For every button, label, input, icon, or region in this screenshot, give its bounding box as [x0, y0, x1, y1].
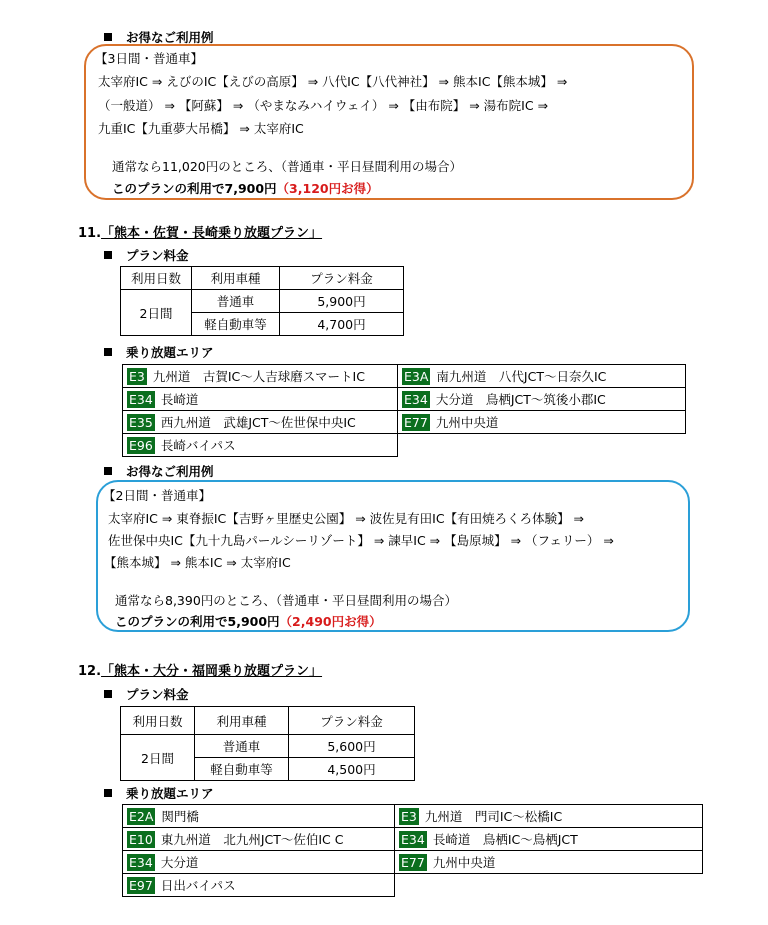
table-row [121, 707, 415, 735]
section11-area-heading: 乗り放題エリア [104, 343, 214, 361]
area-cell [395, 805, 703, 828]
area-name: 大分道 鳥栖JCT～筑後小郡IC [435, 392, 606, 407]
expressway-code-badge: E3 [401, 809, 417, 824]
area-cell [123, 388, 398, 411]
area-cell [395, 828, 703, 851]
table-row [123, 874, 703, 897]
expressway-code-badge: E34 [404, 392, 428, 407]
area-cell [123, 874, 395, 897]
table-row [123, 828, 703, 851]
expressway-code-badge: E34 [129, 855, 153, 870]
table-row [123, 411, 686, 434]
example2-saving: （2,490円お得） [279, 614, 382, 629]
table-cell-price: 4,700円 [280, 313, 404, 336]
expressway-code-badge: E10 [129, 832, 153, 847]
table-cell-vehicle: 軽自動車等 [195, 758, 289, 781]
section12-fee-table [120, 706, 415, 781]
table-cell-vehicle: 普通車 [192, 290, 280, 313]
section12-title [78, 660, 322, 679]
example1-saving: （3,120円お得） [276, 181, 379, 196]
expressway-code-badge: E3 [129, 369, 145, 384]
section12-fee-heading: プラン料金 [104, 685, 189, 703]
section12-area-heading: 乗り放題エリア [104, 784, 214, 802]
expressway-code-badge: E2A [129, 809, 154, 824]
table-cell-vehicle: 軽自動車等 [192, 313, 280, 336]
section12-number: 12. [78, 664, 102, 679]
example1-route-line-1: 太宰府IC ⇒ えびのIC【えびの高原】 ⇒ 八代IC【八代神社】 ⇒ 熊本IC【熊本城】 ⇒ [98, 74, 568, 89]
area-name: 日出バイパス [160, 878, 236, 893]
area-name: 南九州道 八代JCT～日奈久IC [436, 369, 607, 384]
area-name: 大分道 [160, 855, 199, 870]
area-cell [123, 805, 395, 828]
square-bullet-icon [104, 690, 112, 698]
example2-plan-price: このプランの利用で5,900円 [115, 614, 280, 629]
example1-plan-type: 【3日間・普通車】 [95, 51, 203, 66]
example2-route-line-2: 佐世保中央IC【九十九島パールシーリゾート】 ⇒ 諫早IC ⇒ 【島原城】 ⇒ （フェリー） ⇒ [108, 533, 614, 548]
table-header-days: 利用日数 [121, 707, 195, 735]
expressway-code-badge: E35 [129, 415, 153, 430]
area-name: 長崎バイパス [160, 438, 236, 453]
area-name: 関門橋 [161, 809, 199, 824]
area-name: 東九州道 北九州JCT～佐伯IC C [160, 832, 344, 847]
table-cell-days: 2日間 [121, 735, 195, 781]
section11-fee-table [120, 266, 404, 336]
section11-title [78, 222, 322, 241]
expressway-code-badge: E3A [404, 369, 429, 384]
square-bullet-icon [104, 467, 112, 475]
area-cell [123, 851, 395, 874]
section12-title-text: 「熊本・大分・福岡乗り放題プラン」 [101, 664, 323, 679]
example2-route-line-3: 【熊本城】 ⇒ 熊本IC ⇒ 太宰府IC [104, 555, 291, 570]
table-header-price: プラン料金 [280, 267, 404, 290]
area-cell [123, 365, 398, 388]
area-cell [123, 434, 398, 457]
table-row [121, 735, 415, 758]
area-cell [398, 365, 686, 388]
area-cell-empty [398, 434, 686, 457]
area-name: 九州中央道 [432, 855, 496, 870]
example1-route-line-3: 九重IC【九重夢大吊橋】 ⇒ 太宰府IC [98, 121, 304, 136]
area-cell [398, 411, 686, 434]
table-header-vehicle: 利用車種 [192, 267, 280, 290]
example1-normal-price: 通常なら11,020円のところ、（普通車・平日昼間利用の場合） [112, 159, 462, 174]
square-bullet-icon [104, 789, 112, 797]
example1-plan-price-line [112, 179, 379, 197]
expressway-code-badge: E77 [404, 415, 428, 430]
area-name: 西九州道 武雄JCT～佐世保中央IC [160, 415, 356, 430]
example2-plan-price-line [115, 612, 382, 630]
expressway-code-badge: E77 [401, 855, 425, 870]
square-bullet-icon [104, 251, 112, 259]
area-name: 九州中央道 [435, 415, 499, 430]
section11-title-text: 「熊本・佐賀・長崎乗り放題プラン」 [101, 226, 323, 241]
table-row [123, 434, 686, 457]
expressway-code-badge: E34 [401, 832, 425, 847]
table-header-days: 利用日数 [121, 267, 192, 290]
section11-fee-heading: プラン料金 [104, 246, 189, 264]
area-cell [398, 388, 686, 411]
area-name: 九州道 門司IC～松橋IC [424, 809, 563, 824]
area-cell [395, 851, 703, 874]
section11-number: 11. [78, 226, 102, 241]
table-row [123, 805, 703, 828]
section12-area-table [122, 804, 703, 897]
table-row [121, 290, 404, 313]
table-row [123, 365, 686, 388]
square-bullet-icon [104, 348, 112, 356]
section11-area-table [122, 364, 686, 457]
table-row [121, 267, 404, 290]
area-cell [123, 411, 398, 434]
example2-plan-type: 【2日間・普通車】 [103, 488, 211, 503]
area-name: 九州道 古賀IC～人吉球磨スマートIC [152, 369, 365, 384]
table-header-price: プラン料金 [289, 707, 415, 735]
area-cell [123, 828, 395, 851]
area-name: 長崎道 [160, 392, 199, 407]
table-cell-price: 5,600円 [289, 735, 415, 758]
expressway-code-badge: E97 [129, 878, 153, 893]
example1-plan-price: このプランの利用で7,900円 [112, 181, 277, 196]
table-cell-price: 5,900円 [280, 290, 404, 313]
example1-heading: お得なご利用例 [104, 28, 214, 46]
area-name: 長崎道 鳥栖IC～鳥栖JCT [432, 832, 578, 847]
example1-route-line-2: （一般道） ⇒ 【阿蘇】 ⇒ （やまなみハイウェイ） ⇒ 【由布院】 ⇒ 湯布院IC ⇒ [98, 98, 549, 113]
table-cell-days: 2日間 [121, 290, 192, 336]
table-row [123, 851, 703, 874]
table-cell-price: 4,500円 [289, 758, 415, 781]
area-cell-empty [395, 874, 703, 897]
expressway-code-badge: E34 [129, 392, 153, 407]
example2-normal-price: 通常なら8,390円のところ、（普通車・平日昼間利用の場合） [115, 593, 458, 608]
example2-route-line-1: 太宰府IC ⇒ 東脊振IC【吉野ヶ里歴史公園】 ⇒ 波佐見有田IC【有田焼ろくろ体験】 ⇒ [108, 511, 585, 526]
table-row [123, 388, 686, 411]
table-header-vehicle: 利用車種 [195, 707, 289, 735]
square-bullet-icon [104, 33, 112, 41]
table-cell-vehicle: 普通車 [195, 735, 289, 758]
expressway-code-badge: E96 [129, 438, 153, 453]
section11-example-heading: お得なご利用例 [104, 462, 214, 480]
